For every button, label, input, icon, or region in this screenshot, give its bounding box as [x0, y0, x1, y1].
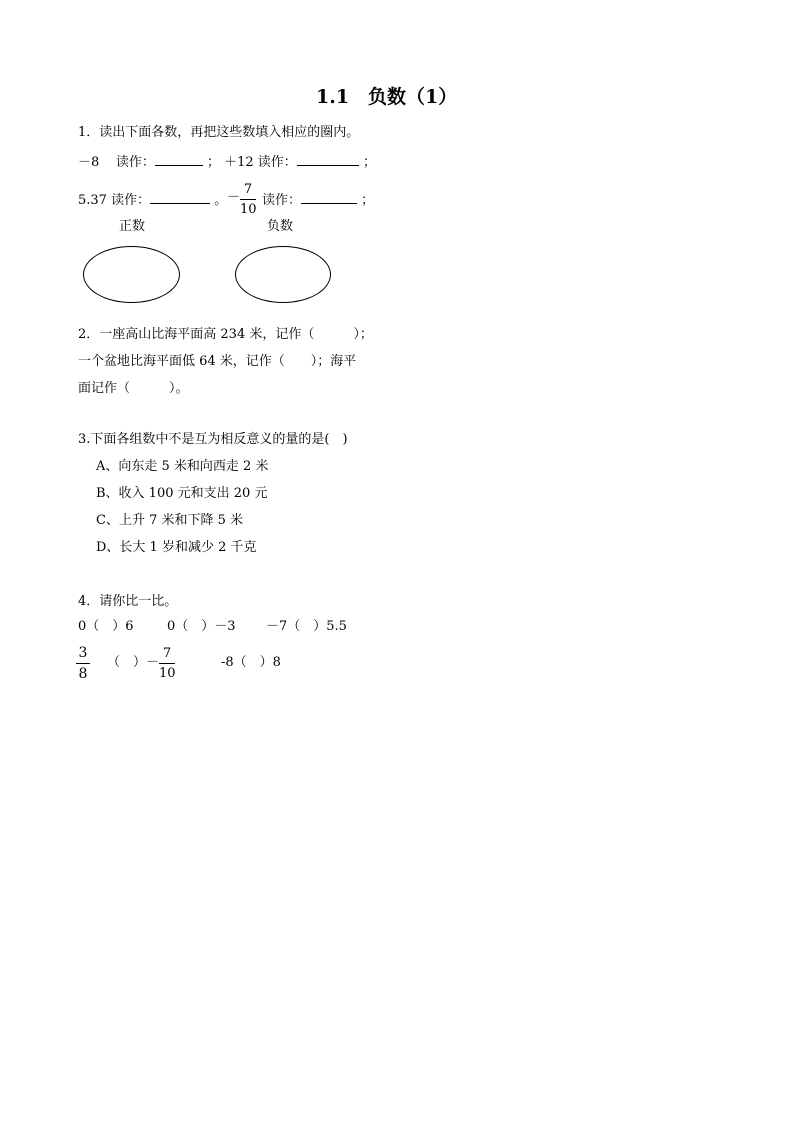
q1-separator: ； — [361, 193, 375, 208]
q1-separator: ； — [362, 155, 376, 170]
fraction-numerator: 7 — [162, 646, 172, 661]
q1-answer-blank-4[interactable] — [301, 191, 357, 204]
negative-numbers-circle[interactable] — [235, 246, 331, 303]
q2-line1: 2．一座高山比海平面高 234 米，记作（ ）； — [78, 327, 373, 342]
q1-read-label: 5.37 读作： — [78, 193, 151, 208]
q1-number-neg8: －8 — [78, 155, 100, 170]
q2-line2: 一个盆地比海平面低 64 米，记作（ ）；海平 — [78, 354, 357, 369]
q1-answer-blank-3[interactable] — [150, 191, 210, 204]
q1-line1 — [78, 153, 376, 169]
fraction-denominator: 10 — [240, 202, 257, 217]
fraction-bar — [76, 663, 90, 664]
q4-fraction-7-10 — [159, 647, 175, 680]
q4-neg-sign: － — [146, 655, 160, 670]
q1-answer-blank-2[interactable] — [297, 153, 359, 166]
negative-circle-label: 负数 — [267, 219, 294, 234]
q4-compare-5: -8（ ）8 — [221, 655, 281, 670]
q1-line2-start — [78, 191, 227, 207]
q1-prompt: 1．读出下面各数，再把这些数填入相应的圈内。 — [78, 125, 360, 140]
q1-line2-end — [262, 191, 374, 207]
q3-prompt: 3.下面各组数中不是互为相反意义的量的是( ) — [78, 432, 348, 447]
fraction-denominator: 10 — [159, 666, 176, 681]
q1-separator: ； — [206, 155, 220, 170]
q3-option-c[interactable]: C、上升 7 米和下降 5 米 — [96, 513, 244, 528]
q1-neg-sign: － — [227, 190, 241, 205]
q4-compare-paren[interactable]: （ ） — [107, 655, 147, 670]
q3-option-b[interactable]: B、收入 100 元和支出 20 元 — [96, 486, 268, 501]
q4-compare-3: －7（ ）5.5 — [266, 619, 347, 634]
page-title: 1.1 负数（1） — [316, 86, 458, 108]
q1-answer-blank-1[interactable] — [155, 153, 203, 166]
q1-read-label: 读作： — [262, 193, 302, 208]
fraction-bar — [240, 199, 256, 200]
q1-read-label: ＋12 读作： — [224, 155, 297, 170]
q3-option-d[interactable]: D、长大 1 岁和减少 2 千克 — [96, 540, 257, 555]
q4-fraction-3-8 — [76, 646, 90, 681]
q3-option-a[interactable]: A、向东走 5 米和向西走 2 米 — [96, 459, 269, 474]
positive-numbers-circle[interactable] — [83, 246, 180, 303]
q2-line3: 面记作（ ）。 — [78, 381, 189, 396]
q1-fraction — [240, 183, 256, 216]
positive-circle-label: 正数 — [119, 219, 146, 234]
q1-separator: 。 — [214, 193, 228, 208]
fraction-bar — [159, 663, 175, 664]
q1-read-label: 读作： — [115, 155, 155, 170]
q4-compare-1: 0（ ）6 — [78, 619, 134, 634]
fraction-numerator: 7 — [243, 182, 253, 197]
q4-compare-2: 0（ ）－3 — [167, 619, 236, 634]
fraction-numerator: 3 — [78, 645, 88, 661]
q4-prompt: 4．请你比一比。 — [78, 594, 178, 609]
fraction-denominator: 8 — [78, 666, 88, 682]
